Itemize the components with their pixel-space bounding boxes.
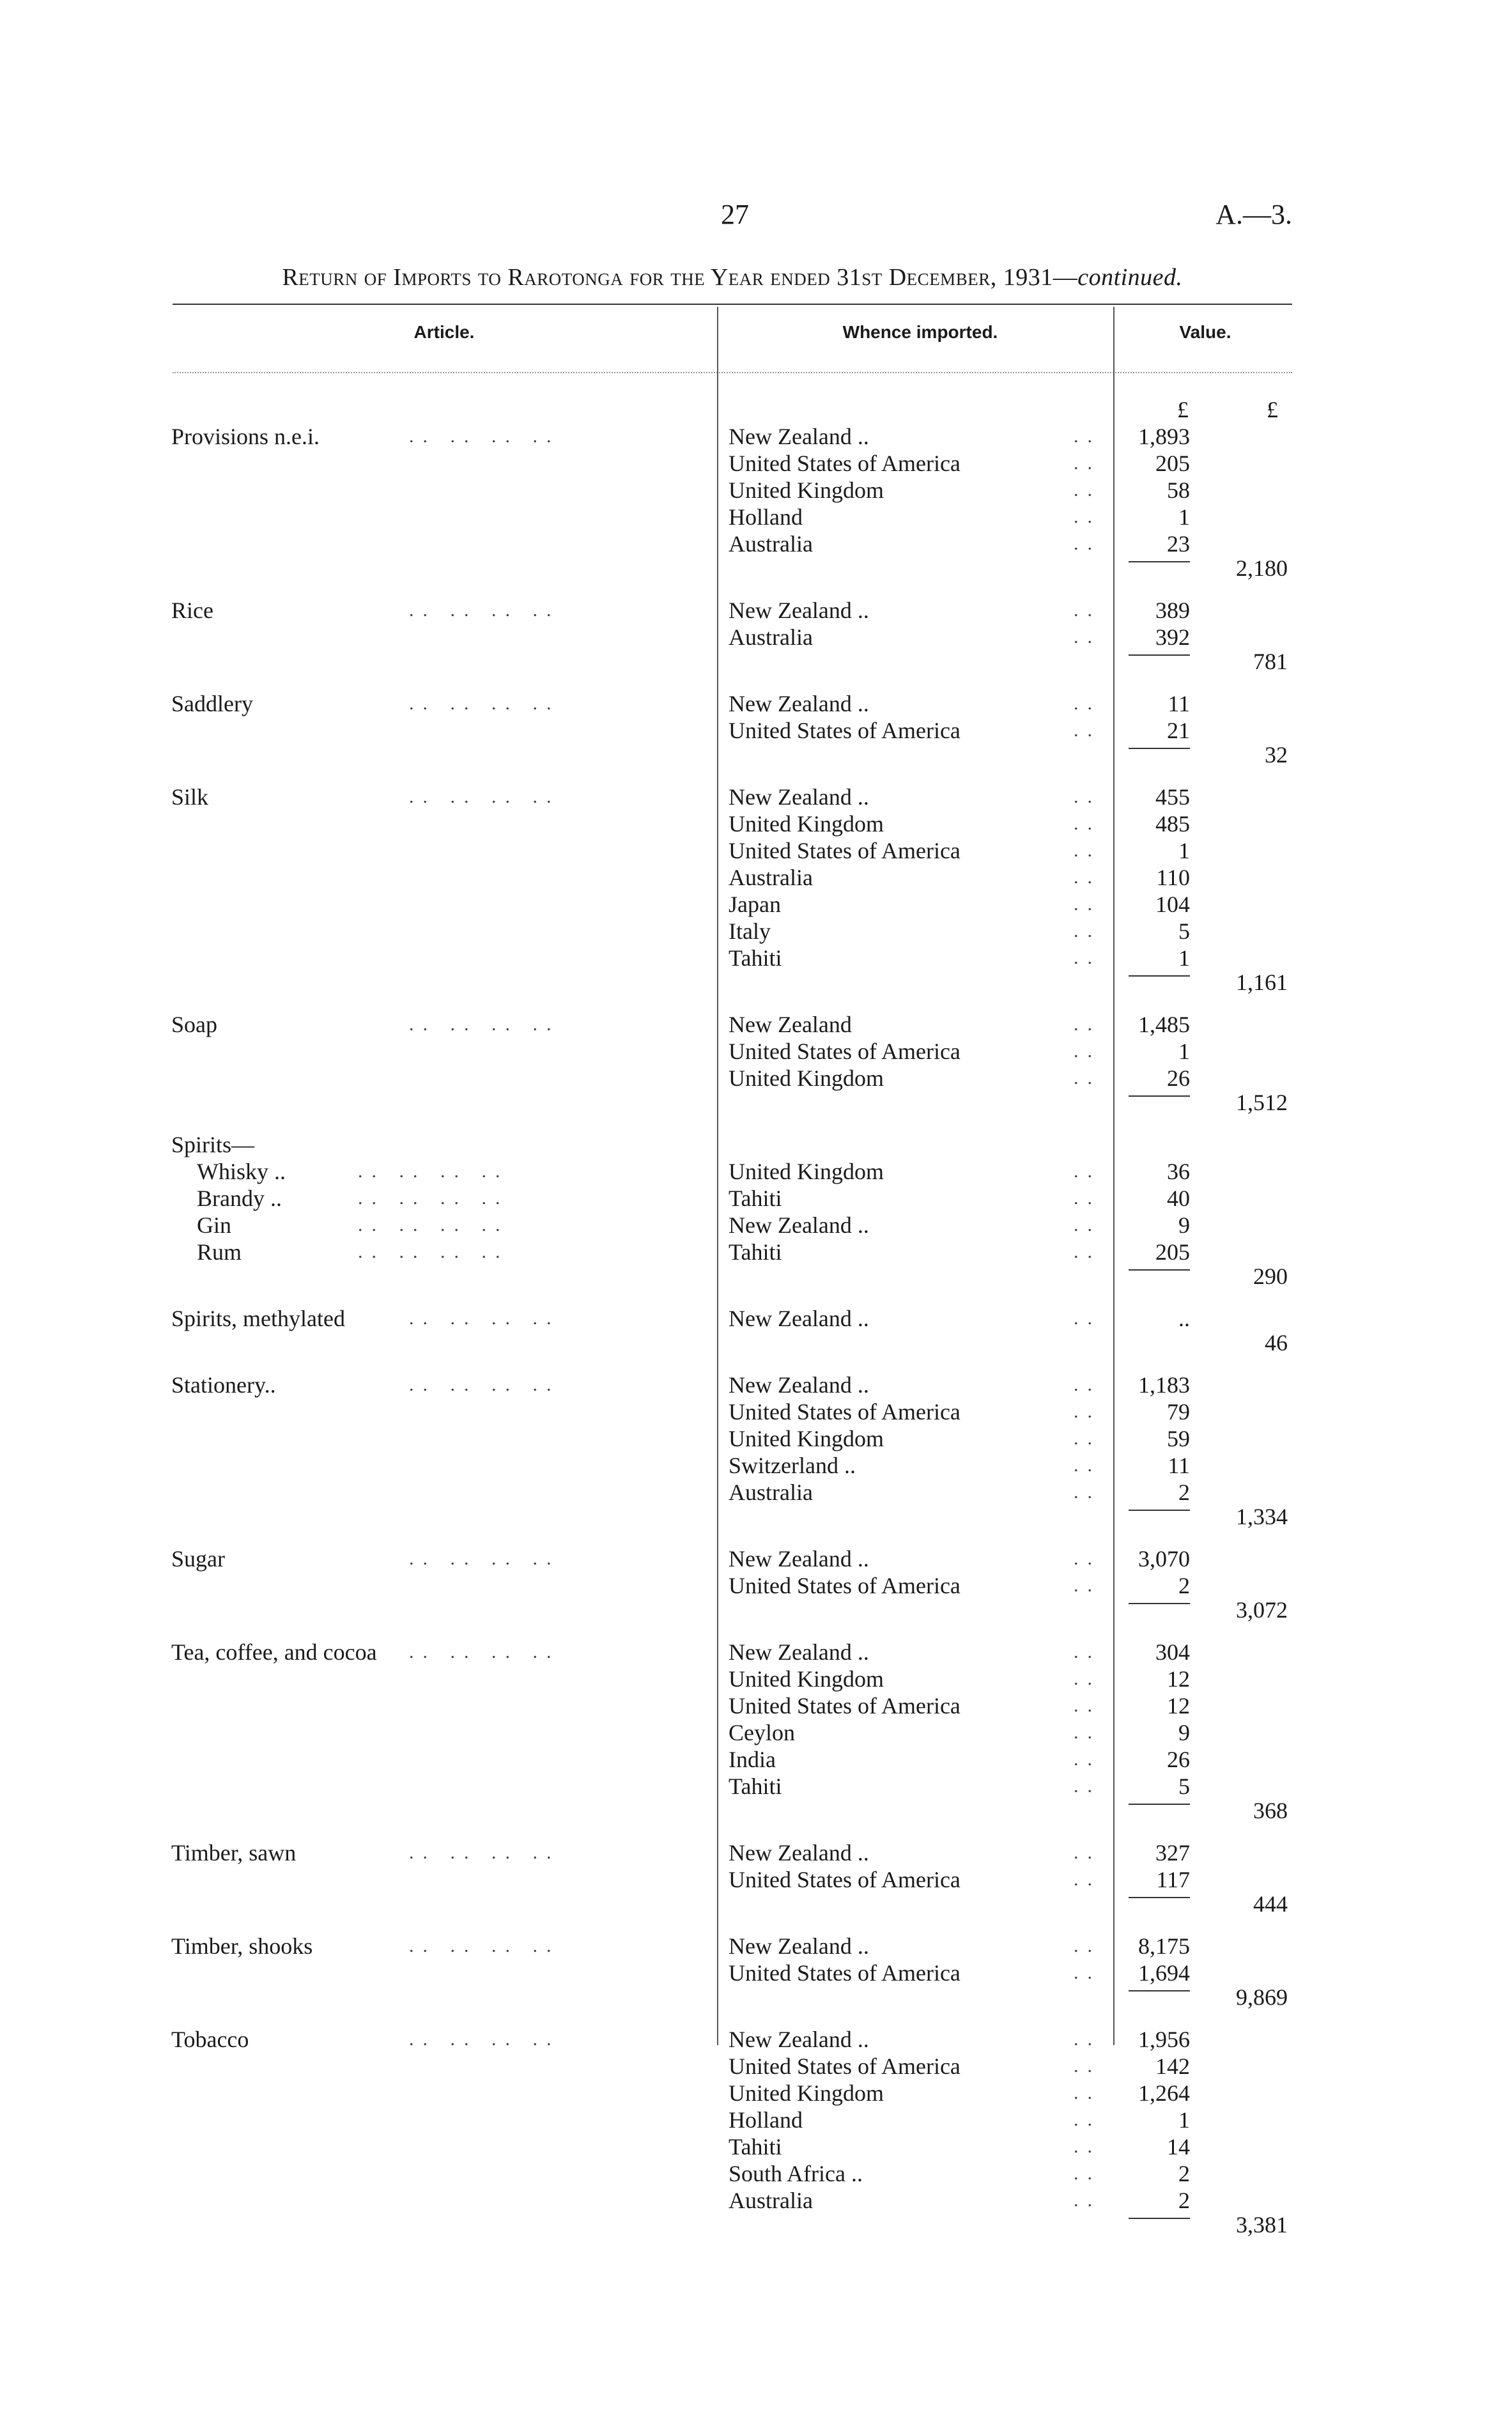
leader-dots: .. xyxy=(1074,920,1101,941)
country-name: Holland xyxy=(729,2107,803,2133)
country-name: New Zealand .. xyxy=(729,1546,869,1572)
country-value: 1,264 xyxy=(1138,2080,1190,2106)
country-value: 23 xyxy=(1167,531,1190,557)
article-name: Sugar xyxy=(171,1546,225,1572)
country-name: New Zealand .. xyxy=(729,1639,869,1665)
unit-total: £ xyxy=(1267,397,1278,422)
country-name: United Kingdom xyxy=(729,811,884,837)
country-name: United States of America xyxy=(729,718,960,743)
country-value: 389 xyxy=(1155,598,1190,623)
country-name: Italy xyxy=(729,918,771,944)
country-value: 392 xyxy=(1155,624,1190,650)
country-name: United Kingdom xyxy=(729,1426,884,1451)
sub-article-name: Whisky .. xyxy=(197,1159,286,1184)
country-value: 3,070 xyxy=(1138,1546,1190,1572)
country-name: United States of America xyxy=(729,1399,960,1425)
leader-dots: .. xyxy=(1074,426,1101,447)
leader-dots: .. xyxy=(1074,1722,1101,1743)
country-value: 327 xyxy=(1155,1840,1190,1866)
leader-dots: .. xyxy=(1074,626,1101,647)
leader-dots: .. xyxy=(1074,813,1101,834)
country-name: United States of America xyxy=(729,1693,960,1719)
leader-dots: .. xyxy=(1074,1374,1101,1395)
article-name: Timber, shooks xyxy=(171,1933,313,1959)
country-name: United Kingdom xyxy=(729,1065,884,1091)
country-name: United Kingdom xyxy=(729,477,884,503)
country-name: New Zealand .. xyxy=(729,784,869,810)
country-name: Australia xyxy=(729,624,813,650)
leader-dots: .. xyxy=(1074,1308,1101,1329)
header-article: Article. xyxy=(413,322,475,342)
leader-dots: .. .. .. .. xyxy=(409,426,560,447)
country-value: 1 xyxy=(1178,504,1190,530)
country-name: New Zealand .. xyxy=(729,1933,869,1959)
title-continued: continued. xyxy=(1077,264,1183,291)
leader-dots: .. xyxy=(1074,1548,1101,1569)
leader-dots: .. xyxy=(1074,947,1101,968)
leader-dots: .. xyxy=(1074,452,1101,474)
leader-dots: .. .. .. .. xyxy=(409,1014,560,1035)
country-value: 1,183 xyxy=(1138,1372,1190,1398)
leader-dots: .. xyxy=(1074,1695,1101,1716)
country-name: United Kingdom xyxy=(729,1666,884,1692)
leader-dots: .. xyxy=(1074,533,1101,554)
leader-dots: .. xyxy=(1074,1161,1101,1182)
country-name: Australia xyxy=(729,2188,813,2213)
leader-dots: .. xyxy=(1074,1775,1101,1797)
country-value: 11 xyxy=(1168,691,1190,716)
country-name: United Kingdom xyxy=(729,2080,884,2106)
group-total: 781 xyxy=(1253,649,1288,674)
leader-dots: .. xyxy=(1074,1935,1101,1956)
group-total: 9,869 xyxy=(1236,1984,1288,2010)
sub-article-name: Gin xyxy=(197,1212,231,1238)
country-value: 1,694 xyxy=(1138,1960,1190,1986)
group-total: 3,381 xyxy=(1236,2212,1288,2238)
sub-article-name: Rum xyxy=(197,1239,242,1265)
article-name: Stationery.. xyxy=(171,1372,276,1398)
country-value: .. xyxy=(1178,1306,1190,1331)
country-name: United States of America xyxy=(729,2053,960,2079)
leader-dots: .. xyxy=(1074,1428,1101,1449)
country-value: 110 xyxy=(1156,865,1190,890)
leader-dots: .. xyxy=(1074,1749,1101,1770)
country-value: 117 xyxy=(1156,1867,1190,1892)
country-name: Australia xyxy=(729,1480,813,1505)
article-name: Spirits, methylated xyxy=(171,1306,345,1331)
document-code: A.—3. xyxy=(1215,199,1292,230)
group-total: 290 xyxy=(1253,1264,1288,1289)
leader-dots: .. xyxy=(1074,1668,1101,1689)
leader-dots: .. xyxy=(1074,2136,1101,2157)
group-total: 2,180 xyxy=(1236,555,1288,581)
country-name: New Zealand .. xyxy=(729,1840,869,1866)
leader-dots: .. xyxy=(1074,1401,1101,1422)
header-top-rule xyxy=(173,304,1292,305)
leader-dots: .. xyxy=(1074,840,1101,861)
country-name: Japan xyxy=(729,892,781,917)
country-value: 1,485 xyxy=(1138,1012,1190,1037)
unit-sub: £ xyxy=(1177,397,1189,422)
article-name: Provisions n.e.i. xyxy=(171,424,320,449)
country-value: 9 xyxy=(1178,1720,1190,1745)
country-value: 40 xyxy=(1167,1186,1190,1211)
sub-article-name: Brandy .. xyxy=(197,1186,282,1211)
country-name: New Zealand .. xyxy=(729,1212,869,1238)
country-value: 79 xyxy=(1167,1399,1190,1425)
group-total: 1,512 xyxy=(1236,1090,1288,1115)
leader-dots: .. .. .. .. xyxy=(358,1214,509,1235)
leader-dots: .. .. .. .. xyxy=(409,599,560,621)
country-name: New Zealand .. xyxy=(729,424,869,449)
country-value: 1,956 xyxy=(1138,2027,1190,2052)
country-name: Australia xyxy=(729,865,813,890)
leader-dots: .. .. .. .. xyxy=(409,1842,560,1863)
article-name: Soap xyxy=(171,1012,217,1037)
country-name: New Zealand xyxy=(729,1012,852,1037)
table-title xyxy=(173,263,1292,291)
country-value: 2 xyxy=(1178,1480,1190,1505)
country-value: 2 xyxy=(1178,1573,1190,1598)
country-value: 304 xyxy=(1155,1639,1190,1665)
header-bottom-rule xyxy=(173,372,1292,373)
header-value: Value. xyxy=(1179,322,1231,342)
leader-dots: .. xyxy=(1074,506,1101,527)
leader-dots: .. .. .. .. xyxy=(409,1641,560,1662)
country-name: Tahiti xyxy=(729,1186,782,1211)
group-total: 1,334 xyxy=(1236,1504,1288,1529)
leader-dots: .. .. .. .. xyxy=(409,1548,560,1569)
leader-dots: .. xyxy=(1074,2190,1101,2211)
leader-dots: .. xyxy=(1074,1869,1101,1890)
group-total: 46 xyxy=(1265,1330,1288,1356)
leader-dots: .. xyxy=(1074,1575,1101,1596)
leader-dots: .. xyxy=(1074,1962,1101,1983)
country-name: United States of America xyxy=(729,1960,960,1986)
country-name: New Zealand .. xyxy=(729,691,869,716)
leader-dots: .. xyxy=(1074,2082,1101,2103)
country-name: United States of America xyxy=(729,838,960,863)
leader-dots: .. xyxy=(1074,2055,1101,2076)
country-name: New Zealand .. xyxy=(729,1372,869,1398)
country-value: 26 xyxy=(1167,1065,1190,1091)
article-name: Rice xyxy=(171,598,213,623)
leader-dots: .. .. .. .. xyxy=(409,786,560,807)
country-name: United States of America xyxy=(729,1573,960,1598)
leader-dots: .. xyxy=(1074,1641,1101,1662)
article-name: Tobacco xyxy=(171,2027,249,2052)
country-value: 14 xyxy=(1167,2134,1190,2160)
leader-dots: .. xyxy=(1074,893,1101,915)
country-value: 1 xyxy=(1178,2107,1190,2133)
country-value: 59 xyxy=(1167,1426,1190,1451)
leader-dots: .. xyxy=(1074,1455,1101,1476)
leader-dots: .. xyxy=(1074,1014,1101,1035)
leader-dots: .. xyxy=(1074,867,1101,888)
country-value: 12 xyxy=(1167,1666,1190,1692)
group-total: 3,072 xyxy=(1236,1597,1288,1623)
leader-dots: .. xyxy=(1074,2163,1101,2184)
country-value: 142 xyxy=(1155,2053,1190,2079)
leader-dots: .. xyxy=(1074,2029,1101,2050)
article-name: Timber, sawn xyxy=(171,1840,297,1866)
country-name: New Zealand .. xyxy=(729,598,869,623)
country-name: Australia xyxy=(729,531,813,557)
country-value: 205 xyxy=(1155,451,1190,476)
group-total: 444 xyxy=(1253,1891,1288,1917)
country-value: 8,175 xyxy=(1138,1933,1190,1959)
article-name: Saddlery xyxy=(171,691,253,716)
country-value: 485 xyxy=(1155,811,1190,837)
country-value: 1 xyxy=(1178,945,1190,971)
leader-dots: .. .. .. .. xyxy=(358,1241,509,1262)
leader-dots: .. xyxy=(1074,1241,1101,1262)
leader-dots: .. .. .. .. xyxy=(409,2029,560,2050)
country-name: Tahiti xyxy=(729,1774,782,1799)
country-value: 26 xyxy=(1167,1747,1190,1772)
country-name: United States of America xyxy=(729,451,960,476)
country-value: 1 xyxy=(1178,838,1190,863)
group-total: 32 xyxy=(1265,742,1288,768)
title-main: Return of Imports to Rarotonga for the Year ended 31st December, 1931— xyxy=(282,264,1078,291)
country-name: India xyxy=(729,1747,776,1772)
country-value: 5 xyxy=(1178,918,1190,944)
leader-dots: .. xyxy=(1074,693,1101,714)
country-name: Tahiti xyxy=(729,1239,782,1265)
country-value: 11 xyxy=(1168,1453,1190,1478)
article-name: Silk xyxy=(171,784,209,810)
country-value: 1 xyxy=(1178,1039,1190,1064)
country-value: 9 xyxy=(1178,1212,1190,1238)
leader-dots: .. .. .. .. xyxy=(358,1187,509,1209)
country-value: 455 xyxy=(1155,784,1190,810)
country-name: Ceylon xyxy=(729,1720,795,1745)
leader-dots: .. xyxy=(1074,2109,1101,2130)
country-name: United States of America xyxy=(729,1867,960,1892)
country-name: Switzerland .. xyxy=(729,1453,856,1478)
column-divider-whence xyxy=(717,307,718,2045)
country-value: 2 xyxy=(1178,2188,1190,2213)
leader-dots: .. xyxy=(1074,1067,1101,1088)
country-value: 5 xyxy=(1178,1774,1190,1799)
header-whence-imported: Whence imported. xyxy=(842,322,998,342)
page-number: 27 xyxy=(721,199,749,230)
country-name: New Zealand .. xyxy=(729,2027,869,2052)
leader-dots: .. .. .. .. xyxy=(358,1161,509,1182)
country-value: 58 xyxy=(1167,477,1190,503)
country-value: 104 xyxy=(1155,892,1190,917)
country-value: 1,893 xyxy=(1138,424,1190,449)
country-name: South Africa .. xyxy=(729,2161,863,2186)
group-total: 368 xyxy=(1253,1798,1288,1823)
leader-dots: .. xyxy=(1074,720,1101,741)
leader-dots: .. xyxy=(1074,1040,1101,1062)
country-value: 205 xyxy=(1155,1239,1190,1265)
country-value: 21 xyxy=(1167,718,1190,743)
country-name: Tahiti xyxy=(729,945,782,971)
article-name: Spirits— xyxy=(171,1132,255,1157)
country-value: 36 xyxy=(1167,1159,1190,1184)
leader-dots: .. xyxy=(1074,1187,1101,1209)
leader-dots: .. .. .. .. xyxy=(409,1374,560,1395)
article-name: Tea, coffee, and cocoa xyxy=(171,1639,377,1665)
leader-dots: .. xyxy=(1074,1214,1101,1235)
leader-dots: .. .. .. .. xyxy=(409,1935,560,1956)
leader-dots: .. .. .. .. xyxy=(409,1308,560,1329)
country-name: Holland xyxy=(729,504,803,530)
leader-dots: .. xyxy=(1074,1842,1101,1863)
leader-dots: .. xyxy=(1074,786,1101,807)
group-total: 1,161 xyxy=(1236,970,1288,995)
country-name: Tahiti xyxy=(729,2134,782,2160)
leader-dots: .. .. .. .. xyxy=(409,693,560,714)
leader-dots: .. xyxy=(1074,1481,1101,1503)
country-name: United States of America xyxy=(729,1039,960,1064)
leader-dots: .. xyxy=(1074,479,1101,500)
country-value: 2 xyxy=(1178,2161,1190,2186)
country-name: New Zealand .. xyxy=(729,1306,869,1331)
country-value: 12 xyxy=(1167,1693,1190,1719)
country-name: United Kingdom xyxy=(729,1159,884,1184)
leader-dots: .. xyxy=(1074,599,1101,621)
